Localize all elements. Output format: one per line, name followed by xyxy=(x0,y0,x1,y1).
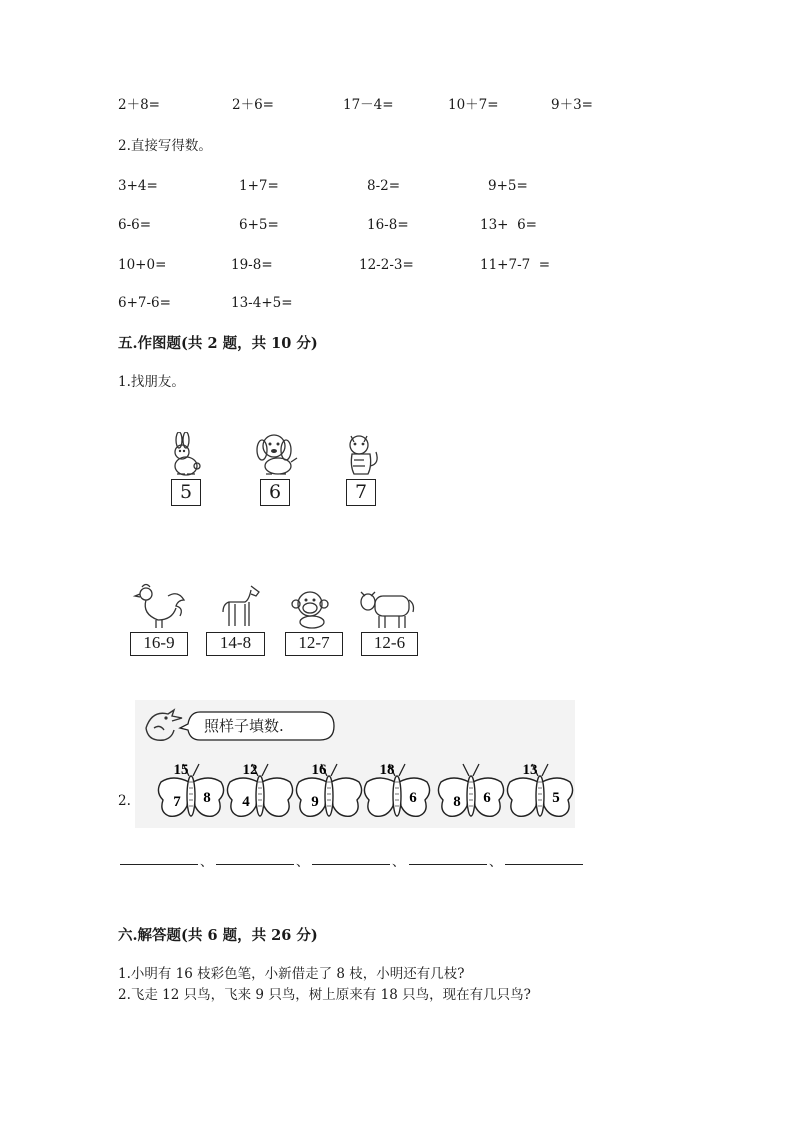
butterfly-right-number: 5 xyxy=(552,790,560,806)
equation: 8-2= xyxy=(367,178,401,194)
equation: 6+5= xyxy=(239,217,279,233)
butterfly-left-number: 9 xyxy=(311,794,319,810)
equation: 19-8= xyxy=(231,257,273,273)
equation: 10＋7= xyxy=(448,97,499,113)
cat-icon xyxy=(337,430,381,478)
butterfly-right-number: 8 xyxy=(203,790,211,806)
separator: 、 xyxy=(489,855,503,870)
butterfly-left-number: 8 xyxy=(453,794,461,810)
word-problem: 2.飞走 12 只鸟，飞来 9 只鸟，树上原来有 18 只鸟，现在有几只鸟? xyxy=(118,987,531,1003)
butterfly-top-number: 13 xyxy=(522,762,538,778)
equation: 2＋8= xyxy=(118,97,160,113)
butterfly-icon xyxy=(295,760,363,828)
monkey-icon xyxy=(290,588,332,630)
answer-blank[interactable] xyxy=(120,864,198,865)
butterfly-icon xyxy=(226,760,294,828)
rooster-icon xyxy=(132,582,188,630)
equation: 17－4= xyxy=(343,97,394,113)
expression-box: 16-9 xyxy=(130,632,188,656)
expression-box: 14-8 xyxy=(206,632,265,656)
equation: 11+7-7 = xyxy=(480,257,551,273)
equation: 2＋6= xyxy=(232,97,274,113)
cow-icon xyxy=(357,586,417,630)
butterfly-left-number: 4 xyxy=(242,794,250,810)
butterfly-left-number: 7 xyxy=(173,794,181,810)
equation: 9+5= xyxy=(488,178,528,194)
butterfly-icon xyxy=(437,760,505,828)
answer-blank[interactable] xyxy=(409,864,487,865)
word-problem: 1.小明有 16 枝彩色笔，小新借走了 8 枝，小明还有几枝? xyxy=(118,966,465,982)
butterfly-right-number: 6 xyxy=(483,790,491,806)
butterfly-top-number: 18 xyxy=(379,762,395,778)
butterfly-top-number: 12 xyxy=(242,762,258,778)
butterfly-top-number: 16 xyxy=(311,762,327,778)
number-box: 7 xyxy=(346,479,376,506)
question-title: 1.找朋友。 xyxy=(118,374,185,390)
equation: 10+0= xyxy=(118,257,167,273)
equation: 3+4= xyxy=(118,178,158,194)
number-box: 5 xyxy=(171,479,201,506)
question-title: 2.直接写得数。 xyxy=(118,138,212,154)
bubble-text: 照样子填数. xyxy=(204,717,284,735)
butterfly-icon xyxy=(363,760,431,828)
equation: 6+7-6= xyxy=(118,295,171,311)
separator: 、 xyxy=(392,855,406,870)
butterfly-right-number: 6 xyxy=(409,790,417,806)
butterfly-icon xyxy=(157,760,225,828)
horse-icon xyxy=(217,582,263,630)
answer-blank[interactable] xyxy=(216,864,294,865)
equation: 16-8= xyxy=(367,217,409,233)
equation: 13+ 6= xyxy=(480,217,537,233)
equation: 12-2-3= xyxy=(359,257,414,273)
answer-blank[interactable] xyxy=(505,864,583,865)
equation: 1+7= xyxy=(239,178,279,194)
separator: 、 xyxy=(200,855,214,870)
expression-box: 12-7 xyxy=(285,632,343,656)
equation: 6-6= xyxy=(118,217,152,233)
separator: 、 xyxy=(296,855,310,870)
butterfly-icon xyxy=(506,760,574,828)
section-heading: 六.解答题(共 6 题，共 26 分) xyxy=(118,927,318,944)
expression-box: 12-6 xyxy=(361,632,418,656)
number-box: 6 xyxy=(260,479,290,506)
equation: 13-4+5= xyxy=(231,295,293,311)
equation: 9＋3= xyxy=(551,97,593,113)
butterfly-top-number: 15 xyxy=(173,762,189,778)
answer-blank[interactable] xyxy=(312,864,390,865)
dog-icon xyxy=(252,430,300,478)
rabbit-icon xyxy=(167,432,205,478)
section-heading: 五.作图题(共 2 题，共 10 分) xyxy=(118,335,318,352)
question-number: 2. xyxy=(118,793,131,809)
